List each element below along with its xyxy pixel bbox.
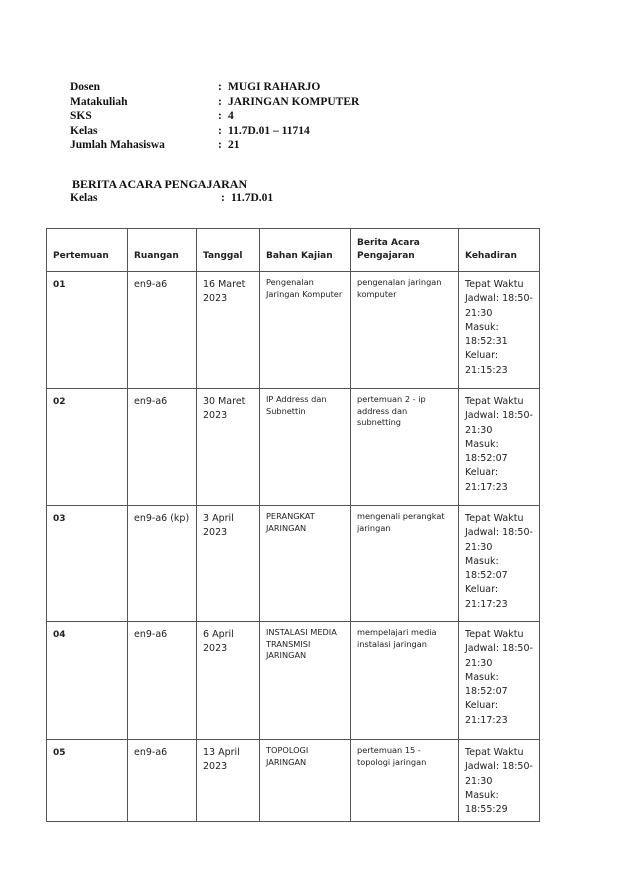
cell-bahan-kajian: INSTALASI MEDIA TRANSMISI JARINGAN bbox=[260, 622, 351, 740]
cell-berita-acara: pengenalan jaringan komputer bbox=[351, 272, 459, 389]
matakuliah-label: Matakuliah bbox=[70, 95, 128, 108]
header-tanggal: Tanggal bbox=[197, 229, 260, 272]
cell-ruangan: en9-a6 bbox=[128, 389, 197, 506]
cell-tanggal: 13 April 2023 bbox=[197, 740, 260, 822]
section-title: BERITA ACARA PENGAJARAN bbox=[72, 177, 248, 191]
kehadiran-masuk: Masuk: 18:52:07 bbox=[465, 671, 508, 698]
cell-kehadiran bbox=[459, 272, 540, 389]
header-pertemuan: Pertemuan bbox=[47, 229, 128, 272]
cell-ruangan: en9-a6 bbox=[128, 740, 197, 822]
cell-kehadiran bbox=[459, 389, 540, 506]
cell-kehadiran bbox=[459, 622, 540, 740]
cell-pertemuan: 03 bbox=[47, 506, 128, 622]
cell-kehadiran bbox=[459, 506, 540, 622]
section-kelas-label: Kelas bbox=[70, 192, 98, 204]
dosen-label: Dosen bbox=[70, 81, 101, 93]
sks-label: SKS bbox=[70, 110, 92, 122]
kehadiran-jadwal: Jadwal: 18:50-21:30 bbox=[465, 527, 533, 553]
cell-kehadiran bbox=[459, 740, 540, 822]
header-berita-acara: Berita Acara Pengajaran bbox=[351, 229, 459, 272]
kelas-label: Kelas bbox=[70, 124, 98, 137]
cell-bahan-kajian: TOPOLOGI JARINGAN bbox=[260, 740, 351, 822]
header-bahan-kajian: Bahan Kajian bbox=[260, 229, 351, 272]
dosen-value: MUGI RAHARJO bbox=[228, 81, 321, 93]
header-kehadiran: Kehadiran bbox=[459, 229, 540, 272]
kehadiran-keluar: Keluar: 21:17:23 bbox=[465, 467, 508, 493]
kehadiran-keluar: Keluar: 21:17:23 bbox=[465, 584, 508, 610]
colon: : bbox=[218, 95, 222, 108]
cell-ruangan: en9-a6 bbox=[128, 622, 197, 740]
matakuliah-value: JARINGAN KOMPUTER bbox=[228, 95, 360, 108]
kehadiran-keluar: Keluar: 21:17:23 bbox=[465, 700, 508, 726]
colon: : bbox=[218, 139, 222, 151]
cell-pertemuan: 02 bbox=[47, 389, 128, 506]
table-row bbox=[47, 622, 540, 740]
cell-berita-acara: pertemuan 2 - ip address dan subnetting bbox=[351, 389, 459, 506]
jumlah-value: 21 bbox=[228, 139, 240, 151]
table-row bbox=[47, 740, 540, 822]
header-ruangan: Ruangan bbox=[128, 229, 197, 272]
sks-value: 4 bbox=[228, 110, 234, 122]
cell-bahan-kajian: IP Address dan Subnettin bbox=[260, 389, 351, 506]
cell-ruangan: en9-a6 (kp) bbox=[128, 506, 197, 622]
cell-berita-acara: pertemuan 15 - topologi jaringan bbox=[351, 740, 459, 822]
cell-ruangan: en9-a6 bbox=[128, 272, 197, 389]
kehadiran-status: Tepat Waktu bbox=[465, 629, 524, 640]
kehadiran-jadwal: Jadwal: 18:50-21:30 bbox=[465, 643, 533, 669]
kelas-value: 11.7D.01 – 11714 bbox=[228, 124, 310, 137]
kehadiran-jadwal: Jadwal: 18:50-21:30 bbox=[465, 410, 533, 436]
kehadiran-status: Tepat Waktu bbox=[465, 396, 524, 407]
jumlah-label: Jumlah Mahasiswa bbox=[70, 139, 165, 151]
cell-berita-acara: mengenali perangkat jaringan bbox=[351, 506, 459, 622]
colon: : bbox=[218, 124, 222, 137]
kehadiran-jadwal: Jadwal: 18:50-21:30 bbox=[465, 293, 533, 319]
cell-tanggal: 30 Maret 2023 bbox=[197, 389, 260, 506]
section-kelas bbox=[70, 192, 370, 206]
attendance-table bbox=[46, 228, 540, 822]
table-row bbox=[47, 389, 540, 506]
colon: : bbox=[218, 81, 222, 93]
cell-bahan-kajian: PERANGKAT JARINGAN bbox=[260, 506, 351, 622]
kehadiran-masuk: Masuk: 18:55:29 bbox=[465, 789, 508, 816]
kehadiran-masuk: Masuk: 18:52:07 bbox=[465, 438, 508, 465]
table-row bbox=[47, 506, 540, 622]
kehadiran-keluar: Keluar: 21:15:23 bbox=[465, 350, 508, 376]
kehadiran-status: Tepat Waktu bbox=[465, 747, 524, 758]
cell-pertemuan: 05 bbox=[47, 740, 128, 822]
cell-berita-acara: mempelajari media instalasi jaringan bbox=[351, 622, 459, 740]
kehadiran-status: Tepat Waktu bbox=[465, 513, 524, 524]
kehadiran-status: Tepat Waktu bbox=[465, 279, 524, 290]
colon: : bbox=[218, 110, 222, 122]
table-header-row bbox=[47, 229, 540, 272]
kehadiran-masuk: Masuk: 18:52:31 bbox=[465, 321, 508, 348]
cell-pertemuan: 04 bbox=[47, 622, 128, 740]
cell-tanggal: 3 April 2023 bbox=[197, 506, 260, 622]
kehadiran-jadwal: Jadwal: 18:50-21:30 bbox=[465, 761, 533, 787]
cell-tanggal: 6 April 2023 bbox=[197, 622, 260, 740]
cell-bahan-kajian: Pengenalan Jaringan Komputer bbox=[260, 272, 351, 389]
table-row bbox=[47, 272, 540, 389]
cell-pertemuan: 01 bbox=[47, 272, 128, 389]
colon: : bbox=[221, 192, 225, 204]
kehadiran-masuk: Masuk: 18:52:07 bbox=[465, 555, 508, 582]
section-kelas-value: 11.7D.01 bbox=[231, 192, 274, 204]
cell-tanggal: 16 Maret 2023 bbox=[197, 272, 260, 389]
